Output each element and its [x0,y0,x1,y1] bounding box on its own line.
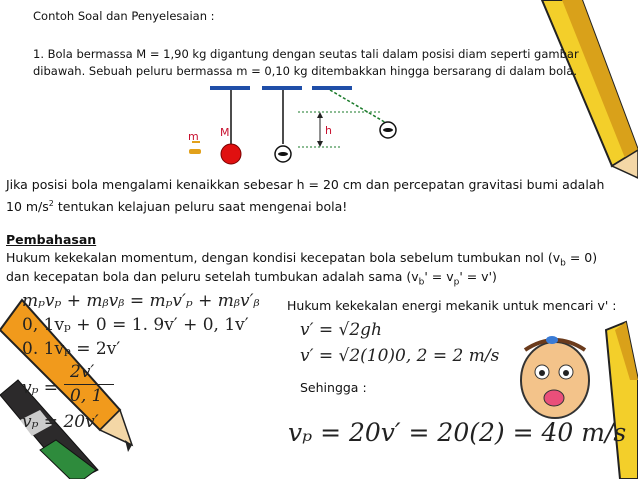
sehingga-label: Sehingga : [300,380,367,395]
problem-line-2: dibawah. Sebuah peluru bermassa m = 0,10 kg ditembakkan hingga bersarang di dalam bola. [33,64,578,78]
pendulum-figure [180,82,480,172]
cartoon-face-icon [521,336,589,418]
label-h: h [325,124,332,137]
pencil-right-icon [606,322,638,479]
solution-heading: Pembahasan [6,232,97,247]
problem-line-1: 1. Bola bermassa M = 1,90 kg digantung dengan seutas tali dalam posisi diam seperti gambar [33,47,579,61]
page-header: Contoh Soal dan Penyelesaian : [33,9,215,23]
question-line-2 [6,195,347,216]
solution-line-1: Hukum kekekalan momentum, dengan kondisi kecepatan bola sebelum tumbukan nol $(v_b = 0)$ [6,250,598,269]
pencil-top-right-icon [542,0,638,178]
equation-8: vₚ = 20v′ = 20(2) = 40 m/s [288,418,627,447]
question-sup: 2 [48,199,54,208]
energy-label: Hukum kekekalan energi mekanik untuk mencari v' : [287,298,617,313]
label-m: m [188,130,199,143]
equation-6: v′ = √2gh [300,320,382,340]
equation-5: vₚ = 20v′ [22,412,99,432]
equation-2: 0, 1vₚ + 0 = 1. 9v′ + 0, 1v′ [22,315,249,335]
equation-3: 0. 1vₚ = 2v′ [22,339,121,359]
equation-7: v′ = √2(10)0, 2 = 2 m/s [300,346,500,366]
question-unit: 10 m/s [6,199,49,215]
string-3 [330,90,388,124]
question-tail: tentukan kelajuan peluru saat mengenai bola! [53,199,348,215]
ceiling-bar-1 [210,86,250,90]
solution-line-2: dan kecepatan bola dan peluru setelah tumbukan adalah sama $(v_b' = v_p' = v')$ [6,269,497,288]
question-line-1: Jika posisi bola mengalami kenaikkan sebesar h = 20 cm dan percepatan gravitasi bumi adalah [6,177,605,192]
ball-icon [221,144,241,164]
bullet-icon [189,149,201,154]
label-M: M [220,126,230,139]
ceiling-bar-3 [312,86,352,90]
equation-1: mₚvₚ + mᵦvᵦ = mₚv′ₚ + mᵦv′ᵦ [22,291,260,311]
ceiling-bar-2 [262,86,302,90]
